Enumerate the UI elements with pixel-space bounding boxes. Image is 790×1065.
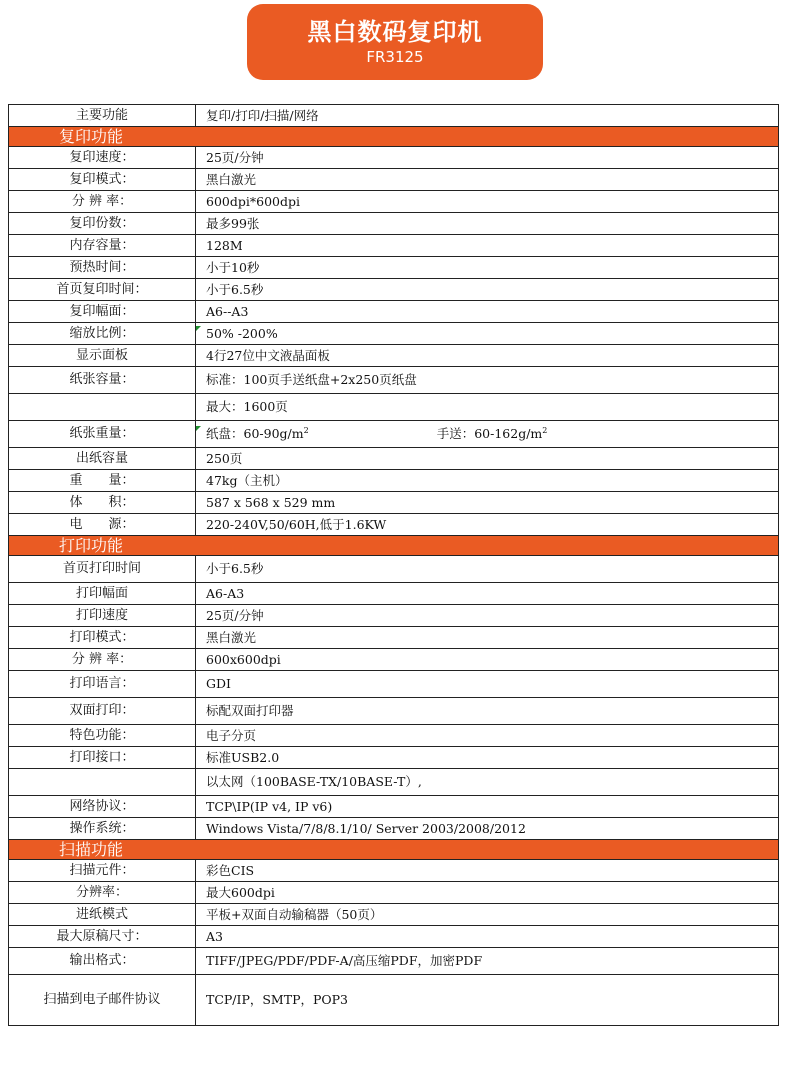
- row-label: 打印语言：: [9, 671, 196, 698]
- table-row: [9, 769, 779, 796]
- table-row: [9, 796, 779, 818]
- section-header-copy: [9, 127, 779, 147]
- row-label: 打印模式：: [9, 627, 196, 649]
- row-label: 体 积：: [9, 492, 196, 514]
- tray-weight: 纸盘：60-90g/m: [206, 426, 304, 441]
- table-row: [9, 147, 779, 169]
- row-label: 扫描元件：: [9, 860, 196, 882]
- table-row: [9, 725, 779, 747]
- table-row: [9, 975, 779, 1026]
- row-value: 25页/分钟: [196, 605, 779, 627]
- page-title: 黑白数码复印机: [307, 18, 483, 46]
- row-value: 50% -200%: [206, 325, 278, 341]
- row-value: 25页/分钟: [196, 147, 779, 169]
- spec-table: [8, 104, 779, 1026]
- row-value: 小于10秒: [196, 257, 779, 279]
- row-label: 网络协议：: [9, 796, 196, 818]
- row-value: 4行27位中文液晶面板: [196, 345, 779, 367]
- table-row: [9, 556, 779, 583]
- table-row: [9, 367, 779, 394]
- row-label: 复印速度：: [9, 147, 196, 169]
- row-value: 黑白激光: [196, 169, 779, 191]
- table-row: [9, 323, 779, 345]
- row-label: 打印速度: [9, 605, 196, 627]
- table-row: [9, 882, 779, 904]
- table-row: [9, 948, 779, 975]
- row-value: 复印/打印/扫描/网络: [196, 105, 779, 127]
- row-value: TCP/IP，SMTP，POP3: [196, 975, 779, 1026]
- table-row: [9, 818, 779, 840]
- row-value: TIFF/JPEG/PDF/PDF-A/高压缩PDF，加密PDF: [196, 948, 779, 975]
- row-value: A3: [196, 926, 779, 948]
- title-banner: [247, 4, 543, 80]
- row-label: 显示面板: [9, 345, 196, 367]
- section-title: 打印功能: [9, 536, 779, 556]
- row-value: Windows Vista/7/8/8.1/10/ Server 2003/2008/2012: [196, 818, 779, 840]
- row-label: 操作系统：: [9, 818, 196, 840]
- row-label: 出纸容量: [9, 448, 196, 470]
- paper-weight-cell: [196, 421, 779, 448]
- row-label: [9, 769, 196, 796]
- row-value: 最多99张: [196, 213, 779, 235]
- row-value: 以太网（100BASE-TX/10BASE-T）,: [196, 769, 779, 796]
- row-label: 打印幅面: [9, 583, 196, 605]
- row-value: 电子分页: [196, 725, 779, 747]
- section-header-scan: [9, 840, 779, 860]
- table-row: [9, 421, 779, 448]
- table-row: [9, 213, 779, 235]
- row-label: 主要功能: [9, 105, 196, 127]
- row-label: 双面打印：: [9, 698, 196, 725]
- table-row: [9, 257, 779, 279]
- row-label: 分 辨 率：: [9, 649, 196, 671]
- row-label: 电 源：: [9, 514, 196, 536]
- row-label: 缩放比例：: [9, 323, 196, 345]
- table-row: [9, 514, 779, 536]
- table-row: [9, 671, 779, 698]
- row-value: 标准USB2.0: [196, 747, 779, 769]
- table-row: [9, 492, 779, 514]
- table-row: [9, 926, 779, 948]
- row-value: 黑白激光: [196, 627, 779, 649]
- table-row: [9, 904, 779, 926]
- row-value: 220-240V,50/60H,低于1.6KW: [196, 514, 779, 536]
- section-title: 扫描功能: [9, 840, 779, 860]
- table-row: [9, 747, 779, 769]
- row-label: 复印份数：: [9, 213, 196, 235]
- table-row: [9, 169, 779, 191]
- row-label: 首页打印时间: [9, 556, 196, 583]
- row-label: 扫描到电子邮件协议: [9, 975, 196, 1026]
- table-row: [9, 394, 779, 421]
- table-row: [9, 279, 779, 301]
- row-label: 纸张重量：: [9, 421, 196, 448]
- row-label: 分辨率：: [9, 882, 196, 904]
- table-row: [9, 191, 779, 213]
- unit-superscript: 2: [303, 425, 309, 435]
- row-label: 内存容量：: [9, 235, 196, 257]
- row-value: 标配双面打印器: [196, 698, 779, 725]
- table-row: [9, 583, 779, 605]
- table-row: [9, 345, 779, 367]
- row-label: 最大原稿尺寸：: [9, 926, 196, 948]
- row-value: 47kg（主机）: [196, 470, 779, 492]
- model-number: FR3125: [366, 48, 424, 66]
- table-row: [9, 470, 779, 492]
- row-value: 小于6.5秒: [196, 556, 779, 583]
- table-row: [9, 698, 779, 725]
- section-title: 复印功能: [9, 127, 779, 147]
- row-value: 128M: [196, 235, 779, 257]
- row-value: GDI: [196, 671, 779, 698]
- row-label: 分 辨 率：: [9, 191, 196, 213]
- row-value: 600x600dpi: [196, 649, 779, 671]
- row-value: 小于6.5秒: [196, 279, 779, 301]
- table-row: [9, 860, 779, 882]
- row-label: 首页复印时间：: [9, 279, 196, 301]
- row-value: 彩色CIS: [196, 860, 779, 882]
- row-label: 纸张容量：: [9, 367, 196, 394]
- table-row: [9, 105, 779, 127]
- row-value: 600dpi*600dpi: [196, 191, 779, 213]
- row-label: [9, 394, 196, 421]
- table-row: [9, 605, 779, 627]
- row-value-cell: [196, 323, 779, 345]
- row-value: 标准：100页手送纸盘+2x250页纸盘: [196, 367, 779, 394]
- row-value: 平板+双面自动输稿器（50页）: [196, 904, 779, 926]
- row-value: A6-A3: [196, 583, 779, 605]
- table-row: [9, 301, 779, 323]
- row-value: 250页: [196, 448, 779, 470]
- row-label: 重 量：: [9, 470, 196, 492]
- row-value: 最大：1600页: [196, 394, 779, 421]
- row-value: A6--A3: [196, 301, 779, 323]
- row-label: 打印接口：: [9, 747, 196, 769]
- row-value: 最大600dpi: [196, 882, 779, 904]
- table-row: [9, 649, 779, 671]
- row-label: 预热时间：: [9, 257, 196, 279]
- table-row: [9, 448, 779, 470]
- row-value: TCP\IP(IP v4, IP v6): [196, 796, 779, 818]
- row-label: 输出格式：: [9, 948, 196, 975]
- row-label: 特色功能：: [9, 725, 196, 747]
- row-label: 进纸模式: [9, 904, 196, 926]
- row-label: 复印幅面：: [9, 301, 196, 323]
- row-value: 587 x 568 x 529 mm: [196, 492, 779, 514]
- manual-weight: 手送：60-162g/m: [436, 426, 543, 441]
- row-label: 复印模式：: [9, 169, 196, 191]
- section-header-print: [9, 536, 779, 556]
- unit-superscript: 2: [542, 425, 548, 435]
- table-row: [9, 627, 779, 649]
- table-row: [9, 235, 779, 257]
